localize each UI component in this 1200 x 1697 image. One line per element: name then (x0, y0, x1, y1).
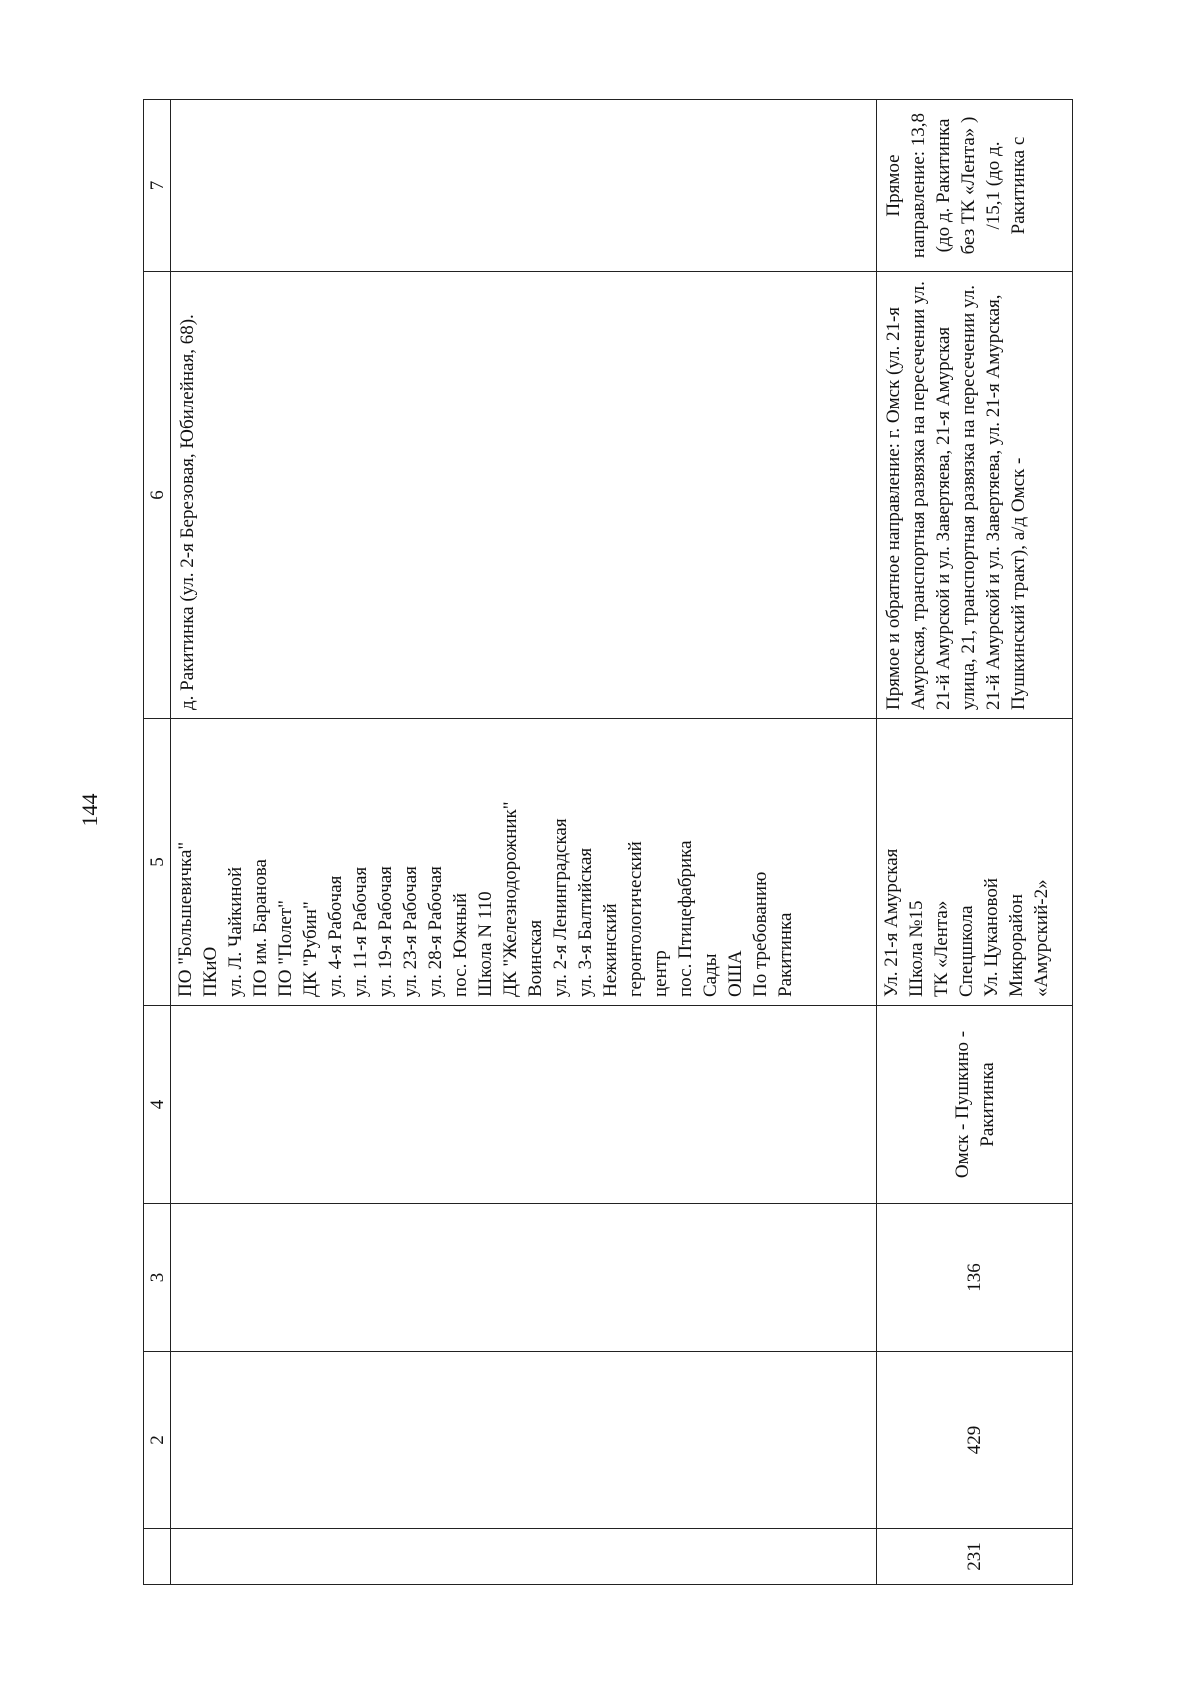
header-col-1 (144, 1529, 171, 1585)
header-col-7: 7 (144, 100, 171, 272)
stop-item: Нежинский (600, 903, 621, 997)
stop-item: пос. Птицефабрика (675, 840, 696, 997)
stop-item: ул. 11-я Рабочая (350, 866, 371, 997)
stop-item: ПО им. Баранова (250, 859, 271, 997)
stop-item: ул. 4-я Рабочая (325, 875, 346, 997)
stops-list (171, 719, 800, 1005)
row-a-stops-cell (171, 719, 877, 1006)
stop-item: ул. 3-я Балтийская (575, 847, 596, 997)
stop-item: Ул. 21-я Амурская (881, 848, 902, 997)
header-col-6: 6 (144, 272, 171, 719)
route-number: 231 (877, 1529, 1073, 1585)
route-name: Омск - Пушкино - Ракитинка (951, 1030, 998, 1179)
row-a-col-1 (171, 1529, 877, 1585)
route-description: Прямое и обратное направление: г. Омск (ул. 21-я Амурская, транспортная развязка на пересечении ул. 21-й Амурской и ул. Завертяева, 21-я Амурская улица, 21, транспортная развязка на пересечении ул. 21-й Амурской и ул. Завертяева, ул. 21-я Амурская, Пушкинский тракт), а/д Омск - (883, 281, 1029, 710)
row-b-stops-cell (877, 719, 1073, 1006)
stop-item: Микрорайон (1006, 893, 1027, 997)
stop-item: Ул. Цукановой (981, 877, 1002, 997)
stop-item: пос. Южный (450, 892, 471, 997)
row-a-col-4 (171, 1006, 877, 1204)
row-b-col-3: 136 (877, 1204, 1073, 1352)
stop-item: ПО "Большевичка" (175, 841, 196, 997)
stop-item: ПО "Полет" (275, 900, 296, 997)
route-description: д. Ракитинка (ул. 2-я Березовая, Юбилейная, 68). (177, 314, 198, 710)
stop-item: ПКиО (200, 946, 221, 997)
row-a-col-3 (171, 1204, 877, 1352)
header-col-5: 5 (144, 719, 171, 1006)
header-col-2: 2 (144, 1352, 171, 1529)
stop-item: Сады (700, 953, 721, 997)
row-a-route-cell (171, 272, 877, 719)
route-length: Прямое направление: 13,8 (до д. Ракитинка без ТК «Лента» ) /15,1 (до д. Ракитинка с (883, 112, 1029, 259)
stop-item: ул. 23-я Рабочая (400, 866, 421, 997)
row-a-col-7 (171, 100, 877, 272)
row-b-route-cell (877, 272, 1073, 719)
table-row (877, 100, 1073, 1585)
table-row (171, 100, 877, 1585)
row-b-col-2: 429 (877, 1352, 1073, 1529)
stop-item: ДК "Железнодорожник" (500, 801, 521, 997)
stop-item: ул. 28-я Рабочая (425, 866, 446, 997)
stop-item: По требованию (750, 871, 771, 997)
stop-item: центр (650, 950, 671, 997)
header-col-3: 3 (144, 1204, 171, 1352)
stop-item: Ракитинка (775, 912, 796, 997)
stop-item: Воинская (525, 919, 546, 997)
stop-item: «Амурский-2» (1031, 879, 1052, 997)
stop-item: ДК "Рубин" (300, 901, 321, 997)
stop-item: Школа №15 (906, 900, 927, 997)
page-number: 144 (77, 793, 102, 827)
stop-item: Школа N 110 (475, 891, 496, 997)
stop-item: Спецшкола (956, 905, 977, 997)
stop-item: ОША (725, 950, 746, 997)
stop-item: геронтологический (625, 841, 646, 997)
header-col-4: 4 (144, 1006, 171, 1204)
row-a-col-2 (171, 1352, 877, 1529)
route-name-cell (877, 1006, 1073, 1204)
stops-list (877, 719, 1056, 1005)
stop-item: ул. 2-я Ленинградская (550, 818, 571, 997)
route-table (143, 99, 1073, 1585)
stop-item: ТК «Лента» (931, 900, 952, 997)
stop-item: ул. Л. Чайкиной (225, 866, 246, 997)
header-row (144, 100, 171, 1585)
stop-item: ул. 19-я Рабочая (375, 866, 396, 997)
rotated-table-frame (143, 100, 1073, 1585)
row-b-length-cell (877, 100, 1073, 272)
